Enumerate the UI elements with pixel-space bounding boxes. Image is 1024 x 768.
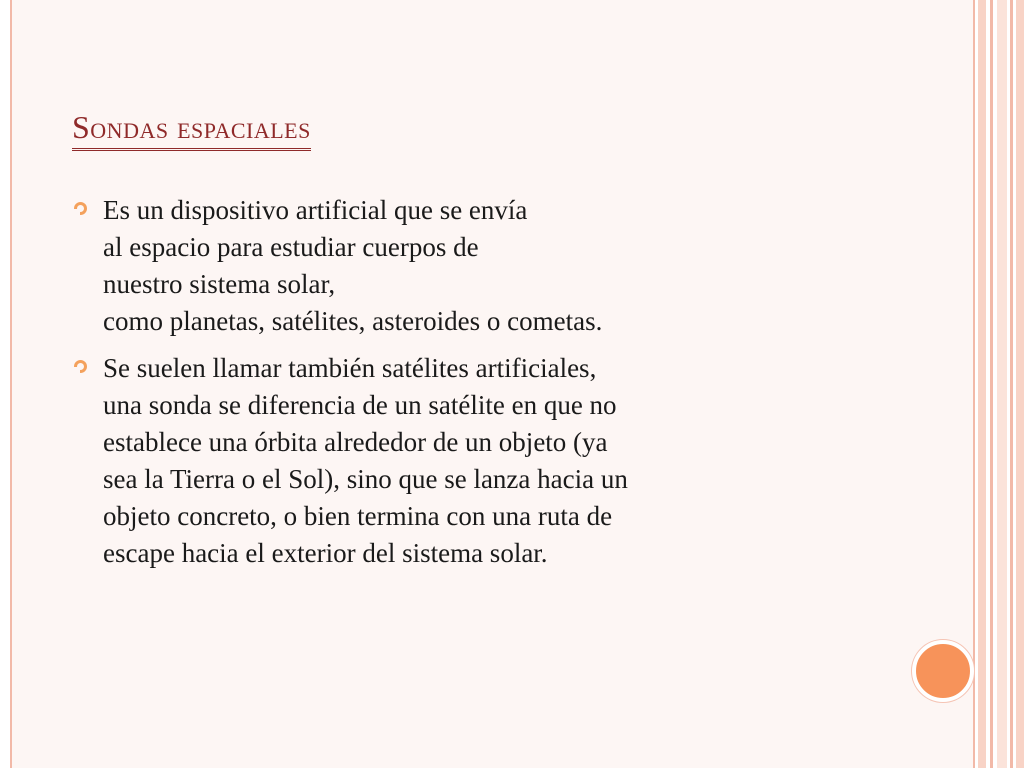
bullet-list <box>74 192 894 582</box>
bullet-icon <box>74 360 87 373</box>
bullet-line: una sonda se diferencia de un satélite en que no <box>103 390 617 420</box>
bullet-line: sea la Tierra o el Sol), sino que se lanza hacia un <box>103 464 628 494</box>
bullet-text <box>103 350 628 572</box>
bullet-line: al espacio para estudiar cuerpos de <box>103 232 479 262</box>
bullet-icon <box>74 202 87 215</box>
decorative-stripe <box>978 0 986 768</box>
decorative-stripe <box>1010 0 1013 768</box>
decorative-stripe <box>990 0 993 768</box>
bullet-line: escape hacia el exterior del sistema solar. <box>103 538 548 568</box>
bullet-item <box>74 350 894 572</box>
bullet-line: establece una órbita alrededor de un objeto (ya <box>103 427 608 457</box>
bullet-item <box>74 192 894 340</box>
decorative-stripe <box>0 0 10 768</box>
bullet-line: objeto concreto, o bien termina con una ruta de <box>103 501 613 531</box>
slide-background <box>10 0 975 768</box>
bullet-line: Se suelen llamar también satélites artificiales, <box>103 353 597 383</box>
bullet-line: como planetas, satélites, asteroides o cometas. <box>103 306 603 336</box>
bullet-line: Es un dispositivo artificial que se envía <box>103 195 528 225</box>
decorative-stripe <box>1016 0 1024 768</box>
bullet-text <box>103 192 602 340</box>
decorative-stripe <box>997 0 1007 768</box>
bullet-line: nuestro sistema solar, <box>103 269 336 299</box>
slide-title: Sondas espaciales <box>72 108 311 151</box>
decorative-circle <box>912 640 974 702</box>
